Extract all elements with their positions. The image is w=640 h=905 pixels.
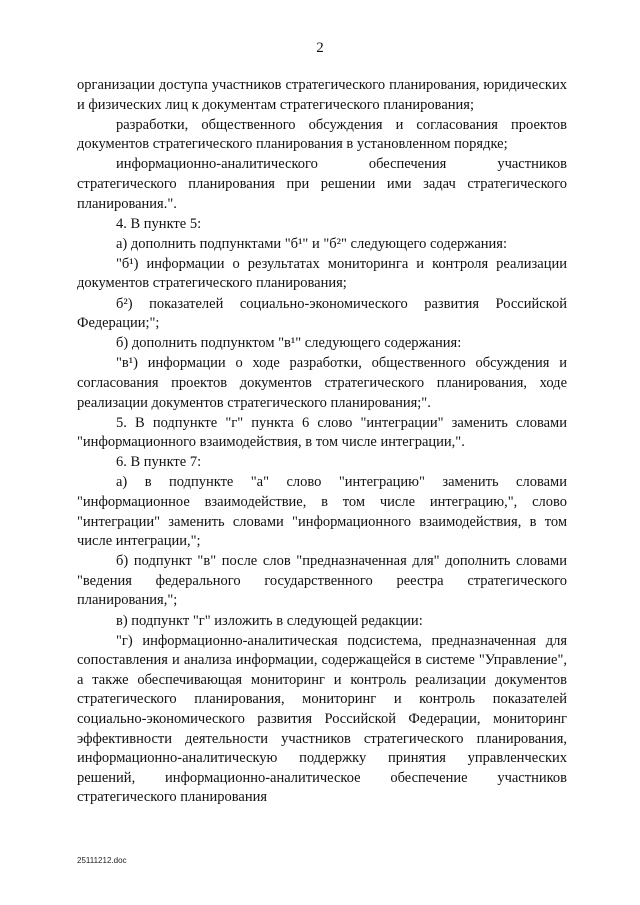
paragraph-8: б) дополнить подпунктом "в¹" следующего содержания: bbox=[116, 335, 462, 352]
paragraph-12: а) в подпункте "а" слово "интеграцию" заменить словами "информационное взаимодействие, в том числе интеграцию,", слово "интеграции" заменить словами "информационного взаимодействия, в том числе интеграции,"; bbox=[77, 474, 567, 550]
paragraph-11: 6. В пункте 7: bbox=[116, 454, 202, 471]
paragraph-3: информационно-аналитического обеспечения участников стратегического планирования при решении ими задач стратегического планирования.". bbox=[77, 156, 567, 212]
page-number: 2 bbox=[316, 40, 324, 56]
paragraph-6: "б¹) информации о результатах мониторинга и контроля реализации документов стратегического планирования; bbox=[77, 255, 567, 292]
paragraph-7: б²) показателей социально-экономического развития Российской Федерации;"; bbox=[77, 295, 567, 332]
paragraph-15: "г) информационно-аналитическая подсистема, предназначенная для сопоставления и анализа информации, содержащейся в системе "Управление", а также обеспечивающая мониторинг и контроль реализации документов стратегического планирования, мониторинг и контроль показателей социально-экономического развития Российской Федерации, мониторинг эффективности деятельности участников стратегического планирования, информационно-аналитическую поддержку принятия управленческих решений, информационно-аналитическое обеспечение участников стратегического планирования bbox=[77, 632, 567, 806]
paragraph-2: разработки, общественного обсуждения и согласования проектов документов стратегического планирования в установленном порядке; bbox=[77, 116, 567, 153]
paragraph-9: "в¹) информации о ходе разработки, общественного обсуждения и согласования проектов документов стратегического планирования, ходе реализации документов стратегического планирования;". bbox=[77, 355, 567, 411]
paragraph-1: организации доступа участников стратегического планирования, юридических и физических лиц к документам стратегического планирования; bbox=[77, 77, 567, 113]
paragraph-10: 5. В подпункте "г" пункта 6 слово "интеграции" заменить словами "информационного взаимодействия, в том числе интеграции,". bbox=[77, 414, 567, 451]
paragraph-5: а) дополнить подпунктами "б¹" и "б²" следующего содержания: bbox=[116, 235, 507, 252]
paragraph-4: 4. В пункте 5: bbox=[116, 215, 202, 232]
paragraph-13: б) подпункт "в" после слов "предназначенная для" дополнить словами "ведения федерального государственного реестра стратегического планирования,"; bbox=[77, 553, 567, 609]
footer-filename: 25111212.doc bbox=[77, 856, 127, 865]
paragraph-14: в) подпункт "г" изложить в следующей редакции: bbox=[116, 612, 423, 629]
document-body bbox=[77, 76, 567, 808]
